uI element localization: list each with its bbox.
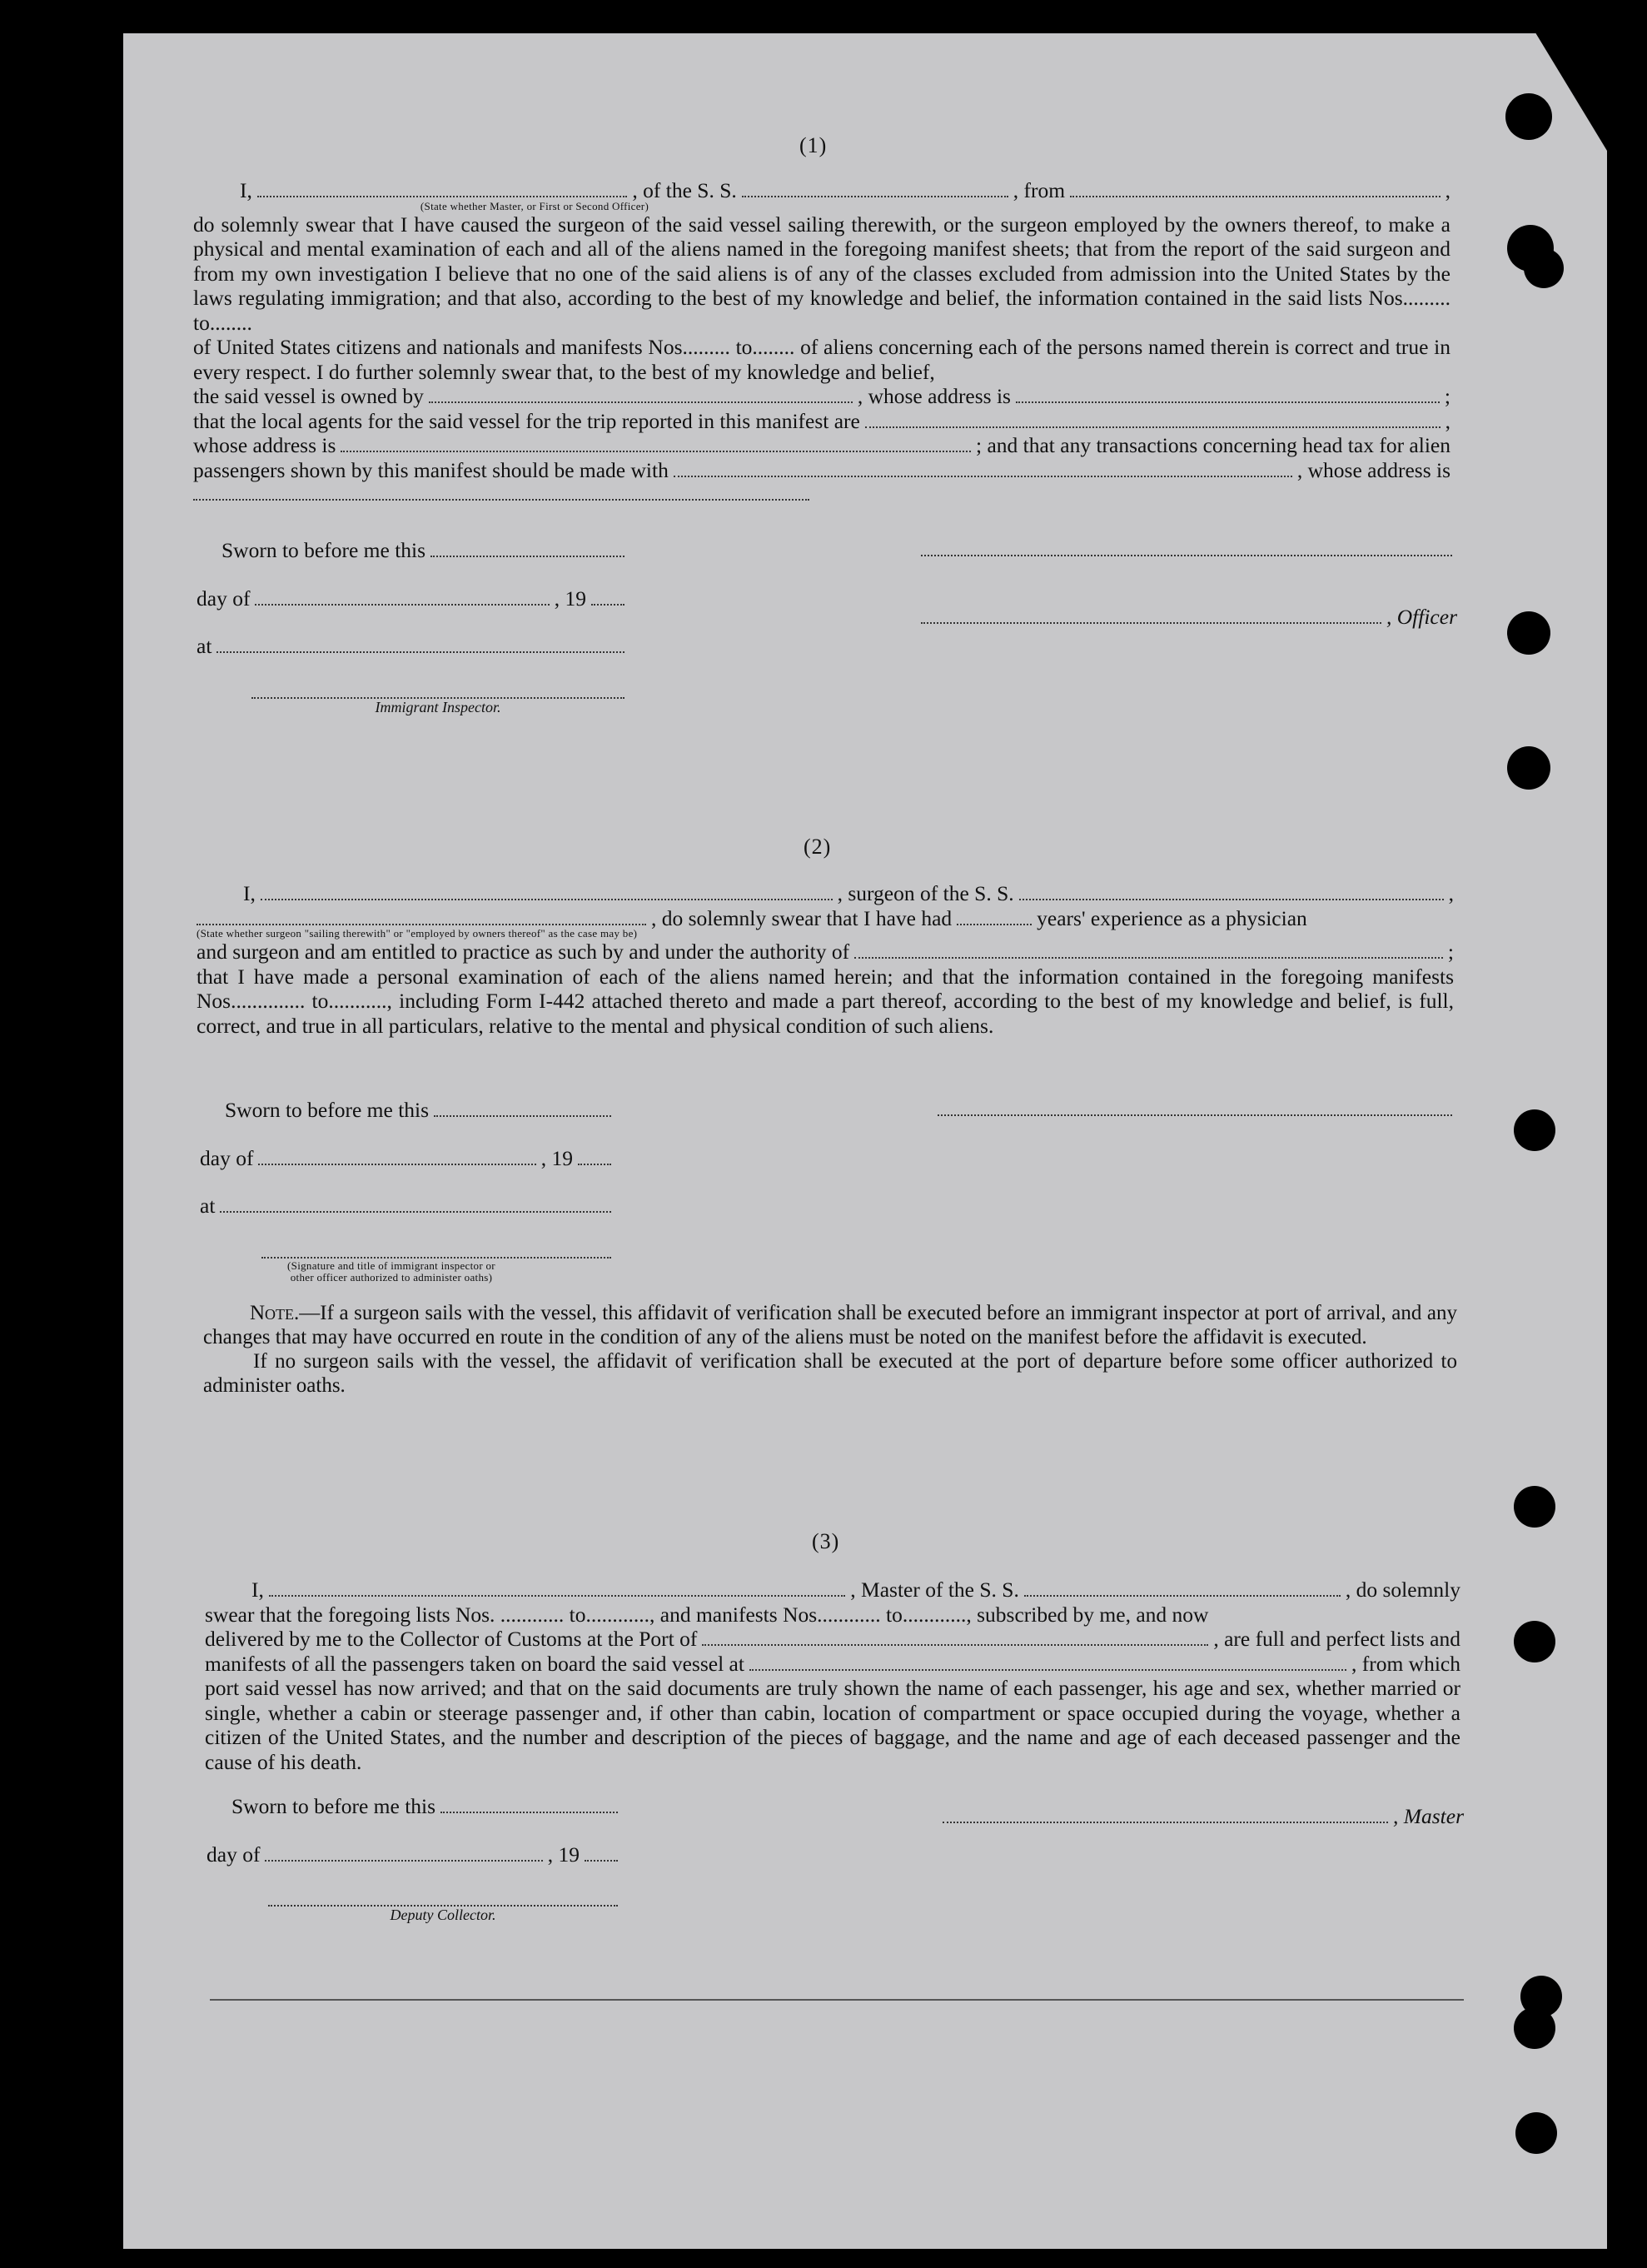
s2-inspector-signature-field[interactable] [261,1240,611,1259]
s2-i: I, [243,881,256,905]
s3-deputy-title: Deputy Collector. [390,1907,496,1924]
s1-of-ss: , of the S. S. [632,178,737,202]
binder-hole [1507,746,1550,790]
binder-hole [1524,248,1564,288]
s3-master-of: , Master of the S. S. [850,1578,1019,1602]
officer-name-field[interactable] [257,179,628,197]
s3-do-solemnly: , do solemnly [1345,1578,1460,1602]
s2-at: at [200,1194,216,1218]
s1-place-field[interactable] [216,635,624,653]
bottom-rule [210,1999,1464,2001]
s2-caption: (State whether surgeon "sailing therewith" or "employed by owners thereof" as the case may be) [197,927,638,940]
section-1-body: I, , of the S. S. , from , (State whether Master, or First or Second Officer) do solemnly swear that I have caused the surgeon of the said vessel sailing therewith, or the surgeon employed by the owners thereof, to make a physical and mental examination of each and all of the aliens named in the foregoing manifest sheets; that from the report of the said surgeon and from my own investigation I believe that no one of the said aliens is of any of the classes excluded from admission into the United States by the laws regulating immigration; and that also, according to the best of my knowledge and belief, the information contained in the said lists Nos......... to........ of United States citizens and nationals and manifests Nos......... to........ of aliens concerning each of the persons named therein is correct and true in every respect. I do further solemnly swear that, to the best of my knowledge and belief, the said vessel is owned by , whose address is ; that the local agents for the said vessel for the trip reported in this manifest are , whose address is ; and that any transactions concerning head tax for alien passengers shown by this manifest should be made with , whose address is [193,178,1450,501]
s2-sworn-day-field[interactable] [434,1099,611,1117]
s1-caption: (State whether Master, or First or Second Officer) [420,199,649,212]
binder-hole [1514,1109,1555,1151]
note-text-1: —If a surgeon sails with the vessel, this affidavit of verification shall be executed before an immigrant inspector at port of arrival, and any changes that may have occurred en route in the condition of any of the aliens must be noted on the manifest before the affidavit is executed. [203,1302,1457,1348]
section-3-body [205,1578,1460,1774]
from-port-field[interactable] [1070,179,1441,197]
note-text-2: If no surgeon sails with the vessel, the affidavit of verification shall be executed at the port of departure before some officer authorized to administer oaths. [203,1350,1457,1397]
binder-hole [1507,611,1550,655]
s1-inspector-title: Immigrant Inspector. [375,698,501,715]
s1-day-of: day of [197,586,251,611]
surgeon-status-field[interactable] [197,906,646,925]
s3-vessel-field[interactable] [1024,1578,1341,1597]
s1-whose-address: , whose address is [857,384,1011,408]
s3-day-of: day of [206,1842,261,1867]
s1-body-text: do solemnly swear that I have caused the surgeon of the said vessel sailing therewith, or the surgeon employed by the owners thereof, to make a physical and mental examination of each and all of the aliens named in the foregoing manifest sheets; that from the report of the said surgeon and from my own investigation I believe that no one of the said aliens is of any of the classes excluded from admission into the United States by the laws regulating immigration; and that also, according to the best of my knowledge and belief, the information contained in the said lists Nos......... to........ [193,212,1450,335]
s1-year-field[interactable] [591,586,624,605]
s2-day-of: day of [200,1145,254,1170]
s1-month-field[interactable] [255,586,549,605]
s3-month-field[interactable] [265,1842,542,1861]
s1-whose-address-is: whose address is [193,433,336,457]
s3-master: , Master [1393,1804,1464,1828]
section-3-number: (3) [812,1529,840,1553]
surgeon-name-field[interactable] [261,882,833,900]
s1-officer: , Officer [1386,605,1457,630]
s3-sworn: Sworn to before me this [231,1794,436,1818]
s1-signature-line[interactable] [921,538,1452,556]
s2-solemnly: , do solemnly swear that I have had [651,905,953,930]
authority-field[interactable] [854,940,1443,959]
section-2-body: I, , surgeon of the S. S. , , do solemnly swear that I have had years' experience as a physician (State whether surgeon "sailing therewith" or "employed by owners thereof" as the case may be) and surgeon and am entitled to practice as such by and under the authority of ; that I have made a personal examination of each of the aliens named herein; and that the information contained in the foregoing manifests Nos.............. to..........., including Form I-442 attached thereto and made a part thereof, according to the best of my knowledge and belief, is full, correct, and true in all particulars, relative to the mental and physical condition of such aliens. [197,881,1454,1038]
s3-sworn-day-field[interactable] [440,1795,618,1813]
local-agents-field[interactable] [865,409,1441,427]
binder-hole [1514,2007,1555,2049]
s3-manifests: manifests of all the passengers taken on board the said vessel at [205,1651,744,1676]
s3-from-which: , from which [1351,1651,1460,1676]
s1-year: , 19 [554,586,586,611]
s1-at: at [197,634,212,658]
s3-body-text: port said vessel has now arrived; and that on the said documents are truly shown the name of each passenger, his age and sex, whether married or single, whether a cabin or steerage passenger and, if other than cabin, location of compartment or space occupied during the voyage, whether a citizen of the United States, and the number and description of the pieces of baggage, and the name and age of each deceased passenger and the cause of his death. [205,1676,1460,1774]
port-field[interactable] [702,1627,1208,1646]
head-tax-contact-field[interactable] [674,458,1292,476]
s1-officer-signature-field[interactable] [921,606,1381,624]
s1-head-tax: ; and that any transactions concerning head tax for alien [976,433,1450,457]
s2-entitled: and surgeon and am entitled to practice as such by and under the authority of [197,940,850,964]
s1-owned-by: the said vessel is owned by [193,384,424,408]
section-1-jurat [197,538,629,720]
s2-month-field[interactable] [258,1146,535,1164]
binder-hole [1514,1486,1555,1528]
s2-sig-caption: (Signature and title of immigrant inspector or other officer authorized to administer oaths) [287,1259,495,1284]
s2-vessel-field[interactable] [1019,882,1444,900]
s1-local-agents: that the local agents for the said vessel for the trip reported in this manifest are [193,408,860,433]
note-block [203,1301,1457,1398]
binder-hole [1505,93,1552,140]
s1-i: I, [240,178,252,202]
s2-body-text: that I have made a personal examination of each of the aliens named herein; and that the information contained in the foregoing manifests Nos.............. to..........., including Form I-442 attached thereto and made a part thereof, according to the best of my knowledge and belief, is full, correct, and true in all particulars, relative to the mental and physical condition of such aliens. [197,964,1454,1038]
s2-years: years' experience as a physician [1037,905,1307,930]
owner-field[interactable] [429,385,853,403]
master-name-field[interactable] [269,1578,845,1597]
s3-full-perfect: , are full and perfect lists and [1213,1627,1460,1651]
s3-delivered: delivered by me to the Collector of Customs at the Port of [205,1627,698,1651]
s3-year: , 19 [547,1842,580,1867]
section-2-number: (2) [804,835,832,859]
binder-hole [1514,1621,1555,1662]
s2-surgeon-of: , surgeon of the S. S. [837,881,1014,905]
s1-from: , from [1013,178,1066,202]
section-3-jurat [206,1794,623,1928]
s2-sworn: Sworn to before me this [225,1098,430,1122]
s3-line2: swear that the foregoing lists Nos. ............ to............, and manifests Nos............ to............, subscribed by me, and now [205,1602,1209,1627]
agent-address-field[interactable] [341,434,971,452]
note-label: Note. [250,1302,300,1324]
s3-master-signature-field[interactable] [943,1805,1388,1823]
s2-place-field[interactable] [220,1194,611,1213]
section-2-signature [933,1098,1457,1116]
vessel-name-field[interactable] [742,179,1008,197]
s2-year-field[interactable] [578,1146,611,1164]
years-experience-field[interactable] [957,906,1032,925]
departure-port-field[interactable] [749,1652,1346,1670]
section-2-jurat [200,1098,616,1284]
head-tax-address-field[interactable] [193,482,809,501]
s3-year-field[interactable] [585,1842,618,1861]
s1-sworn-day-field[interactable] [430,539,624,557]
section-1-officer-signature [916,538,1457,630]
s1-body-text-2: of United States citizens and nationals and manifests Nos......... to........ of aliens concerning each of the persons named therein is correct and true in every respect. I do further solemnly swear that, to the best of my knowledge and belief, [193,335,1450,384]
s3-i: I, [251,1578,264,1602]
binder-hole [1515,2112,1557,2154]
s2-year: , 19 [540,1145,573,1170]
s1-sworn: Sworn to before me this [221,538,426,562]
s2-surgeon-signature-field[interactable] [938,1098,1452,1116]
s1-whose-address-end: , whose address is [1296,457,1450,482]
s1-passengers: passengers shown by this manifest should be made with [193,457,669,482]
owner-address-field[interactable] [1016,385,1440,403]
section-3-master-signature [938,1804,1464,1829]
section-1-number: (1) [799,133,828,157]
